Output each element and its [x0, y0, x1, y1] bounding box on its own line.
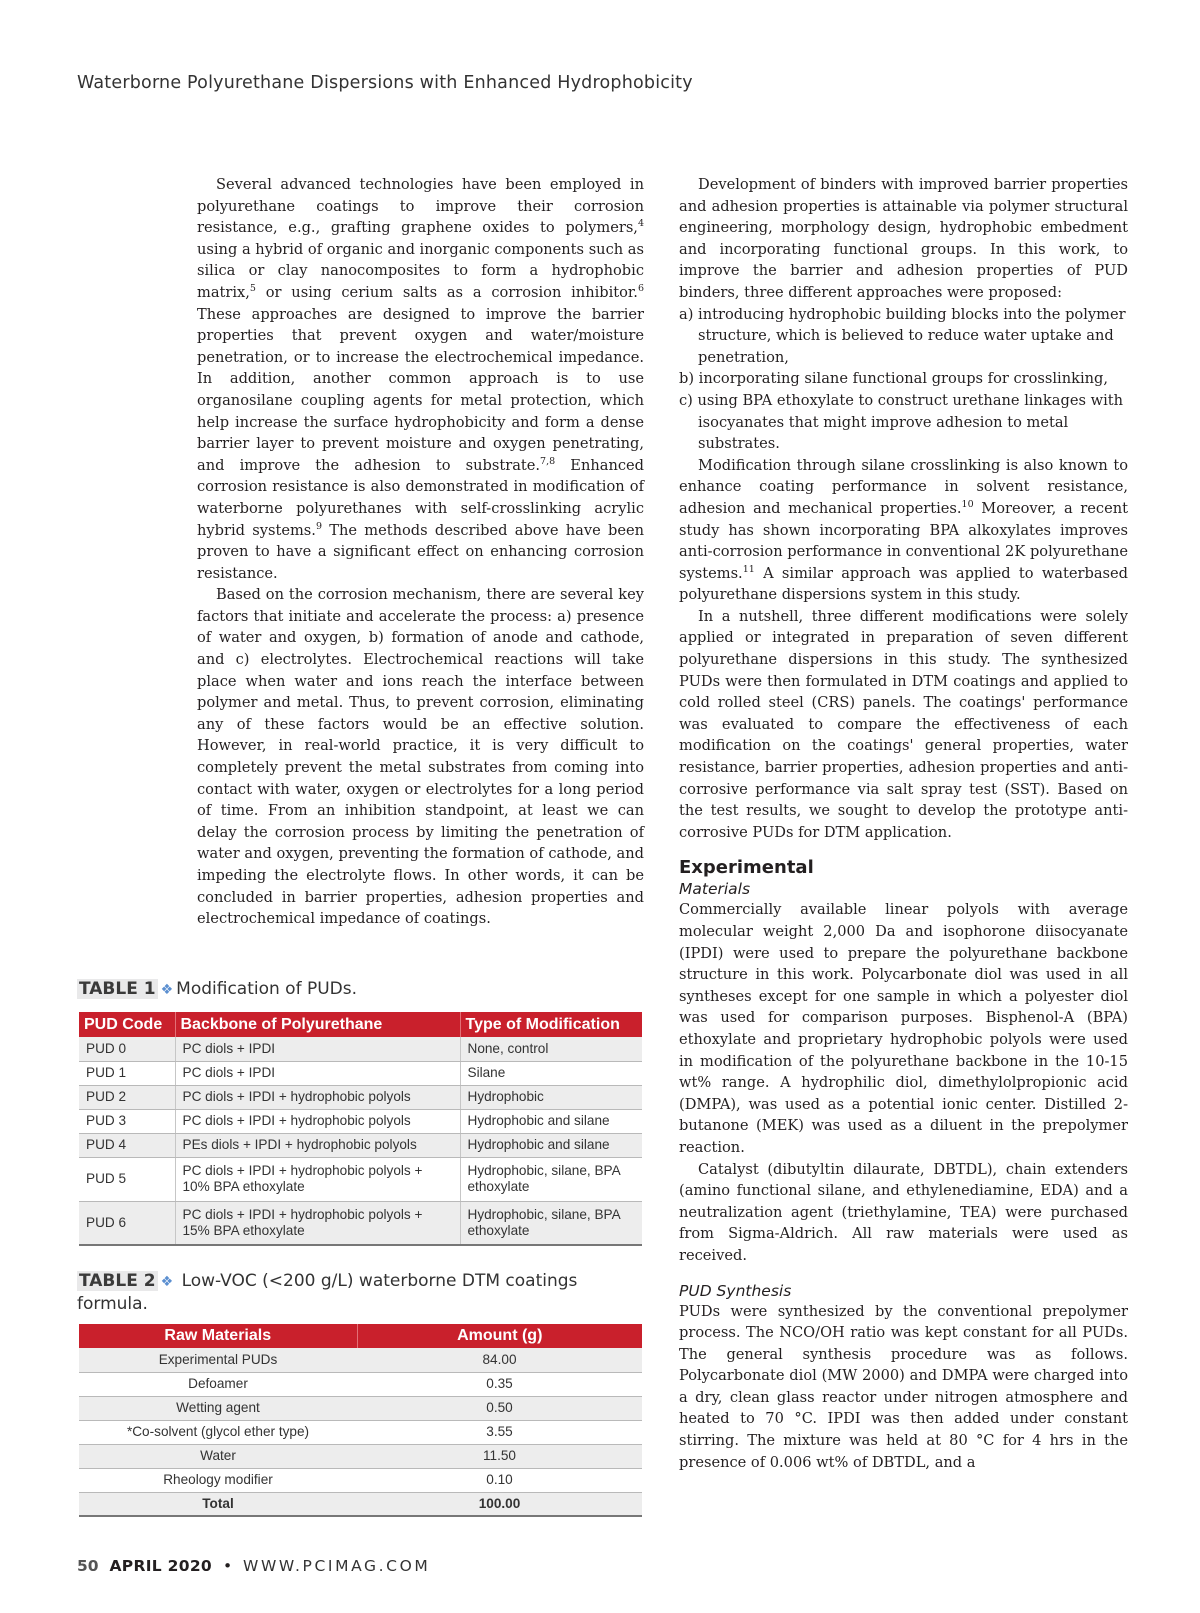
approach-list-item: b) incorporating silane functional groups for crosslinking, — [679, 370, 1109, 388]
citation-ref: 9 — [315, 520, 322, 532]
table2-title — [77, 1270, 637, 1315]
table-row — [79, 1201, 642, 1245]
materials-paragraph-1: Commercially available linear polyols with average molecular weight 2,000 Da and isophorone diisocyanate (IPDI) were used to prepare the polyurethane backbone structure in this work. Polycarbonate diol was used in all syntheses except for one sample in which a polyester diol was used for comparison purposes. Bisphenol-A (BPA) ethoxylate and proprietary hydrophobic polyols were used in modification of the polyurethane backbone in the 10-15 wt% range. A hydrophilic diol, dimethylolpropionic acid (DMPA), was used as a potential ionic center. Distilled 2-butanone (MEK) was used as a diluent in the prepolymer reaction. — [679, 901, 1128, 1156]
citation-ref: 5 — [249, 283, 256, 295]
table-row — [79, 1372, 642, 1396]
table-cell: 0.50 — [357, 1396, 642, 1420]
left-paragraph-1: Several advanced technologies have been employed in polyurethane coatings to improve their corrosion resistance, e.g., grafting graphene oxides to polymers,$^4$ using a hybrid of organic and inorganic components such as silica or clay nanocomposites to form a hydrophobic matrix,$^5$ or using cerium salts as a corrosion inhibitor.$^6$ These approaches are designed to improve the barrier properties that prevent oxygen and water/moisture penetration, or to increase the electrochemical impedance. In addition, another common approach is to use organosilane coupling agents for metal protection, which help increase the surface hydrophobicity and form a dense barrier layer to prevent moisture and oxygen penetrating, and improve the adhesion to substrate.$^{7,8}$ Enhanced corrosion resistance is also demonstrated in modification of waterborne polyurethanes with self-crosslinking acrylic hybrid systems.$^9$ The methods described above have been proven to have a significant effect on enhancing corrosion resistance. — [197, 176, 645, 582]
table-row — [79, 1468, 642, 1492]
diamond-icon: ❖ — [160, 1274, 174, 1290]
right-paragraph-1: Development of binders with improved barrier properties and adhesion properties is attainable via polymer structural engineering, morphology design, hydrophobic embedment and incorporating functional groups. In this work, to improve the barrier and adhesion properties of PUD binders, three different approaches were proposed: — [679, 176, 1128, 301]
table1-label: TABLE 1 — [79, 979, 156, 999]
table-cell: PC diols + IPDI + hydrophobic polyols + 15% BPA ethoxylate — [175, 1201, 460, 1245]
table-cell: Hydrophobic, silane, BPA ethoxylate — [460, 1157, 642, 1201]
right-text-column — [679, 174, 1128, 1473]
column-header: Raw Materials — [79, 1324, 357, 1348]
table-row — [79, 1157, 642, 1201]
table-cell: Silane — [460, 1061, 642, 1085]
citation-ref: 10 — [961, 499, 974, 511]
table2-caption: Low-VOC (<200 g/L) waterborne DTM coatings formula. — [77, 1271, 578, 1314]
table-cell: 0.10 — [357, 1468, 642, 1492]
table1 — [79, 1012, 642, 1246]
table-cell: PC diols + IPDI + hydrophobic polyols — [175, 1109, 460, 1133]
table-cell: PUD 6 — [79, 1201, 175, 1245]
table-cell: PUD 5 — [79, 1157, 175, 1201]
approach-list-item: a) introducing hydrophobic building blocks into the polymer structure, which is believed to reduce water uptake and penetration, — [679, 305, 1126, 366]
column-header: PUD Code — [79, 1012, 175, 1037]
table-cell: Wetting agent — [79, 1396, 357, 1420]
citation-ref: 11 — [742, 563, 755, 575]
table-cell: PUD 4 — [79, 1133, 175, 1157]
citation-ref: 4 — [637, 218, 644, 230]
table-cell: Total — [79, 1492, 357, 1516]
table-cell: Water — [79, 1444, 357, 1468]
table-cell: *Co-solvent (glycol ether type) — [79, 1420, 357, 1444]
table-cell: Hydrophobic and silane — [460, 1133, 642, 1157]
right-paragraph-2: Modification through silane crosslinking is also known to enhance coating performance in solvent resistance, adhesion and mechanical properties.$^{10}$ Moreover, a recent study has shown incorporating BPA alkoxylates improves anti-corrosion performance in conventional 2K polyurethane systems.$^{11}$ A similar approach was applied to waterbased polyurethane dispersions system in this study. — [679, 456, 1128, 604]
table-cell: 100.00 — [357, 1492, 642, 1516]
table-cell: PUD 1 — [79, 1061, 175, 1085]
table-cell: Defoamer — [79, 1372, 357, 1396]
table-row — [79, 1037, 642, 1061]
table-cell: 11.50 — [357, 1444, 642, 1468]
table-header-row — [79, 1324, 642, 1348]
table-cell: 84.00 — [357, 1348, 642, 1372]
table-cell: PUD 0 — [79, 1037, 175, 1061]
table-cell: 0.35 — [357, 1372, 642, 1396]
table-row — [79, 1109, 642, 1133]
diamond-icon: ❖ — [160, 982, 174, 998]
table-row — [79, 1085, 642, 1109]
right-paragraph-3: In a nutshell, three different modifications were solely applied or integrated in preparation of seven different polyurethane dispersions in this study. The synthesized PUDs were then formulated in DTM coatings and applied to cold rolled steel (CRS) panels. The coatings' performance was evaluated to compare the effectiveness of each modification on the coatings' general properties, water resistance, barrier properties, adhesion properties and anti-corrosive performance via salt spray test (SST). Based on the test results, we sought to develop the prototype anti-corrosive PUDs for DTM application. — [679, 607, 1128, 841]
table-row — [79, 1133, 642, 1157]
materials-heading: Materials — [679, 880, 751, 899]
page-footer — [77, 1557, 430, 1575]
table-row — [79, 1061, 642, 1085]
table-header-row — [79, 1012, 642, 1037]
table-cell: PC diols + IPDI + hydrophobic polyols — [175, 1085, 460, 1109]
table-cell: Hydrophobic, silane, BPA ethoxylate — [460, 1201, 642, 1245]
materials-paragraph-2: Catalyst (dibutyltin dilaurate, DBTDL), chain extenders (amino functional silane, and ethylenediamine, EDA) and a neutralization agent (triethylamine, TEA) were purchased from Sigma-Aldrich. All raw materials were used as received. — [679, 1160, 1128, 1264]
citation-ref: 6 — [637, 283, 644, 295]
left-text-column — [197, 174, 644, 930]
table-total-row — [79, 1492, 642, 1516]
table1-title — [77, 978, 357, 1001]
left-paragraph-2: Based on the corrosion mechanism, there are several key factors that initiate and accelerate the process: a) presence of water and oxygen, b) formation of anode and cathode, and c) electrolytes. Electrochemical reactions will take place when water and ions reach the interface between polymer and metal. Thus, to prevent corrosion, eliminating any of these factors would be an effective solution. However, in real-world practice, it is very difficult to completely prevent the metal substrates from coming into contact with water, oxygen or electrolytes for a long period of time. From an inhibition standpoint, at least we can delay the corrosion process by limiting the penetration of water and oxygen, preventing the formation of cathode, and impeding the electrolyte flows. In other words, it can be concluded in barrier properties, adhesion properties and electrochemical impedance of coatings. — [197, 586, 644, 928]
table-cell: 3.55 — [357, 1420, 642, 1444]
table-cell: Hydrophobic — [460, 1085, 642, 1109]
table-cell: PC diols + IPDI — [175, 1061, 460, 1085]
table-cell: None, control — [460, 1037, 642, 1061]
table-row — [79, 1348, 642, 1372]
table-cell: PC diols + IPDI + hydrophobic polyols + 10% BPA ethoxylate — [175, 1157, 460, 1201]
footer-bullet: • — [222, 1557, 233, 1575]
table-row — [79, 1444, 642, 1468]
table-row — [79, 1420, 642, 1444]
page-number: 50 — [77, 1557, 99, 1575]
column-header: Type of Modification — [460, 1012, 642, 1037]
table-cell: Rheology modifier — [79, 1468, 357, 1492]
experimental-heading: Experimental — [679, 857, 814, 879]
table-cell: Experimental PUDs — [79, 1348, 357, 1372]
column-header: Amount (g) — [357, 1324, 642, 1348]
table-row — [79, 1396, 642, 1420]
issue-date: APRIL 2020 — [109, 1557, 212, 1575]
column-header: Backbone of Polyurethane — [175, 1012, 460, 1037]
table2 — [79, 1324, 642, 1517]
running-title: Waterborne Polyurethane Dispersions with Enhanced Hydrophobicity — [77, 73, 693, 93]
table-cell: PUD 2 — [79, 1085, 175, 1109]
table-cell: PUD 3 — [79, 1109, 175, 1133]
website-link[interactable]: WWW.PCIMAG.COM — [243, 1557, 431, 1575]
table1-caption: Modification of PUDs. — [176, 979, 358, 999]
table-cell: Hydrophobic and silane — [460, 1109, 642, 1133]
synthesis-heading: PUD Synthesis — [679, 1281, 792, 1300]
table-cell: PC diols + IPDI — [175, 1037, 460, 1061]
citation-ref: 7,8 — [540, 455, 556, 467]
table2-label: TABLE 2 — [79, 1271, 156, 1291]
table-cell: PEs diols + IPDI + hydrophobic polyols — [175, 1133, 460, 1157]
synthesis-paragraph: PUDs were synthesized by the conventional prepolymer process. The NCO/OH ratio was kept constant for all PUDs. The general synthesis procedure was as follows. Polycarbonate diol (MW 2000) and DMPA were charged into a dry, clean glass reactor under nitrogen atmosphere and heated to 70 °C. IPDI was then added under constant stirring. The mixture was held at 80 °C for 4 hrs in the presence of 0.006 wt% of DBTDL, and a — [679, 1302, 1128, 1471]
approach-list-item: c) using BPA ethoxylate to construct urethane linkages with isocyanates that might improve adhesion to metal substrates. — [679, 391, 1124, 453]
